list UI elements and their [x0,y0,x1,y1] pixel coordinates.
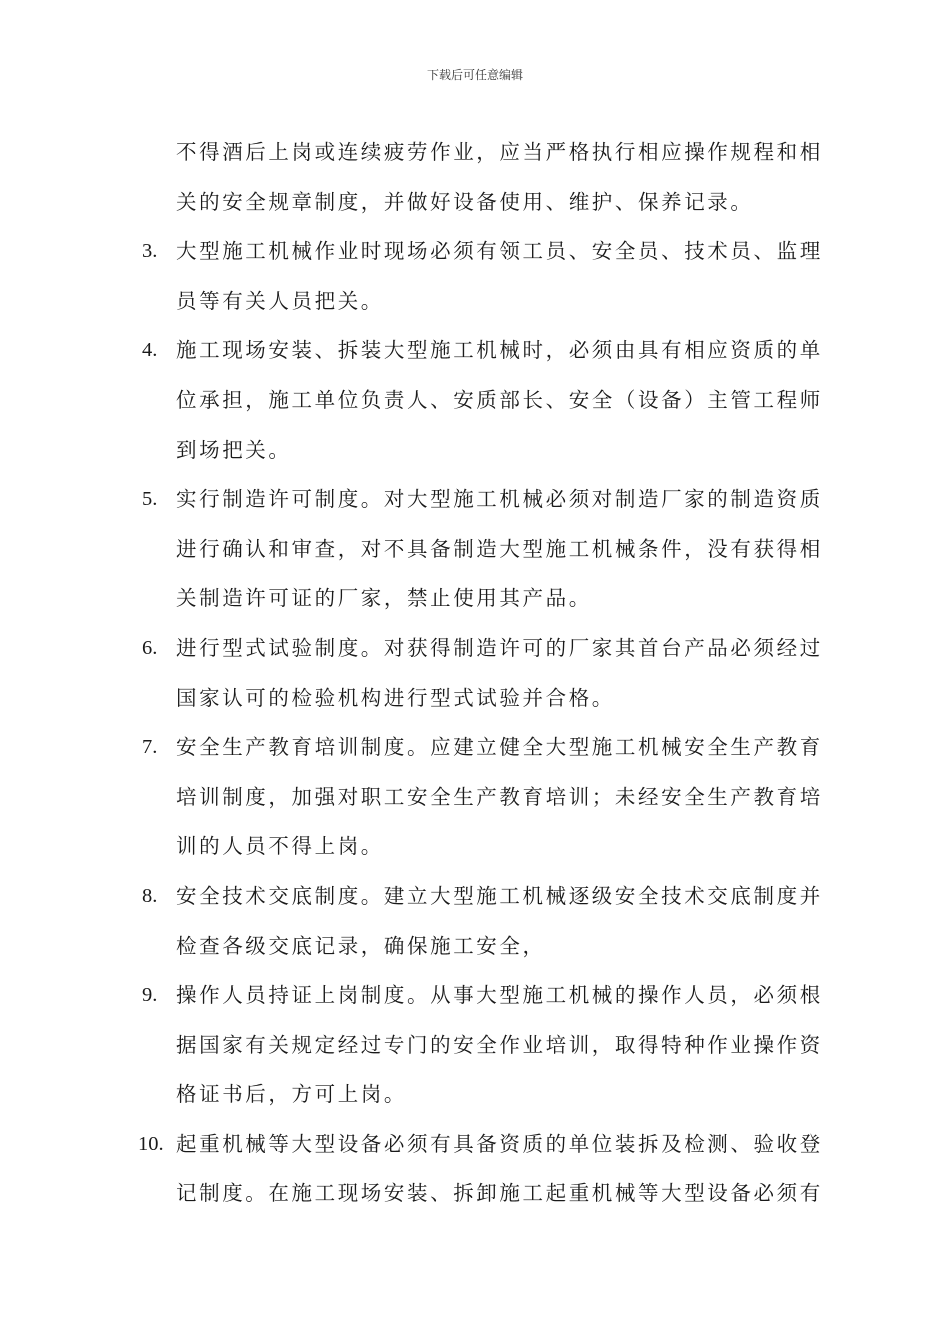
list-item: 7. 安全生产教育培训制度。应建立健全大型施工机械安全生产教育 [0,727,950,777]
item-number: 8. [142,884,158,907]
intro-line: 不得酒后上岗或连续疲劳作业，应当严格执行相应操作规程和相 [176,140,823,164]
list-item-continuation: 格证书后，方可上岗。 [176,1082,407,1107]
list-item-continuation: 检查各级交底记录，确保施工安全， [176,933,546,958]
list-item-continuation: 训的人员不得上岗。 [176,834,384,859]
list-item: 5. 实行制造许可制度。对大型施工机械必须对制造厂家的制造资质 [0,479,950,529]
list-item: 9. 操作人员持证上岗制度。从事大型施工机械的操作人员，必须根 [0,975,950,1025]
list-item-continuation: 培训制度，加强对职工安全生产教育培训；未经安全生产教育培 [176,784,823,809]
list-item-continuation: 位承担，施工单位负责人、安质部长、安全（设备）主管工程师 [176,387,823,412]
list-item-continuation: 进行确认和审查，对不具备制造大型施工机械条件，没有获得相 [176,536,823,561]
list-item-continuation: 关制造许可证的厂家，禁止使用其产品。 [176,586,592,611]
list-item: 6. 进行型式试验制度。对获得制造许可的厂家其首台产品必须经过 [0,628,950,678]
list-item-continuation: 员等有关人员把关。 [176,288,384,313]
list-item-continuation: 到场把关。 [176,437,292,462]
list-item-continuation: 国家认可的检验机构进行型式试验并合格。 [176,685,615,710]
item-number: 9. [142,984,158,1007]
item-number: 3. [142,240,158,263]
document-body [0,132,950,1223]
intro-line: 关的安全规章制度，并做好设备使用、维护、保养记录。 [176,189,754,214]
item-number: 6. [142,636,158,659]
item-number: 7. [142,736,158,759]
list-item: 3. 大型施工机械作业时现场必须有领工员、安全员、技术员、监理 [0,231,950,281]
item-number: 4. [142,339,158,362]
list-item: 10. 起重机械等大型设备必须有具备资质的单位装拆及检测、验收登 [0,1124,950,1174]
item-number: 5. [142,488,158,511]
list-item: 8. 安全技术交底制度。建立大型施工机械逐级安全技术交底制度并 [0,876,950,926]
list-item-continuation: 据国家有关规定经过专门的安全作业培训，取得特种作业操作资 [176,1032,823,1057]
list-item: 4. 施工现场安装、拆装大型施工机械时，必须由具有相应资质的单 [0,330,950,380]
item-number: 10. [138,1132,164,1155]
list-item-continuation: 记制度。在施工现场安装、拆卸施工起重机械等大型设备必须有 [176,1181,823,1206]
page-header: 下载后可任意编辑 [426,68,523,82]
